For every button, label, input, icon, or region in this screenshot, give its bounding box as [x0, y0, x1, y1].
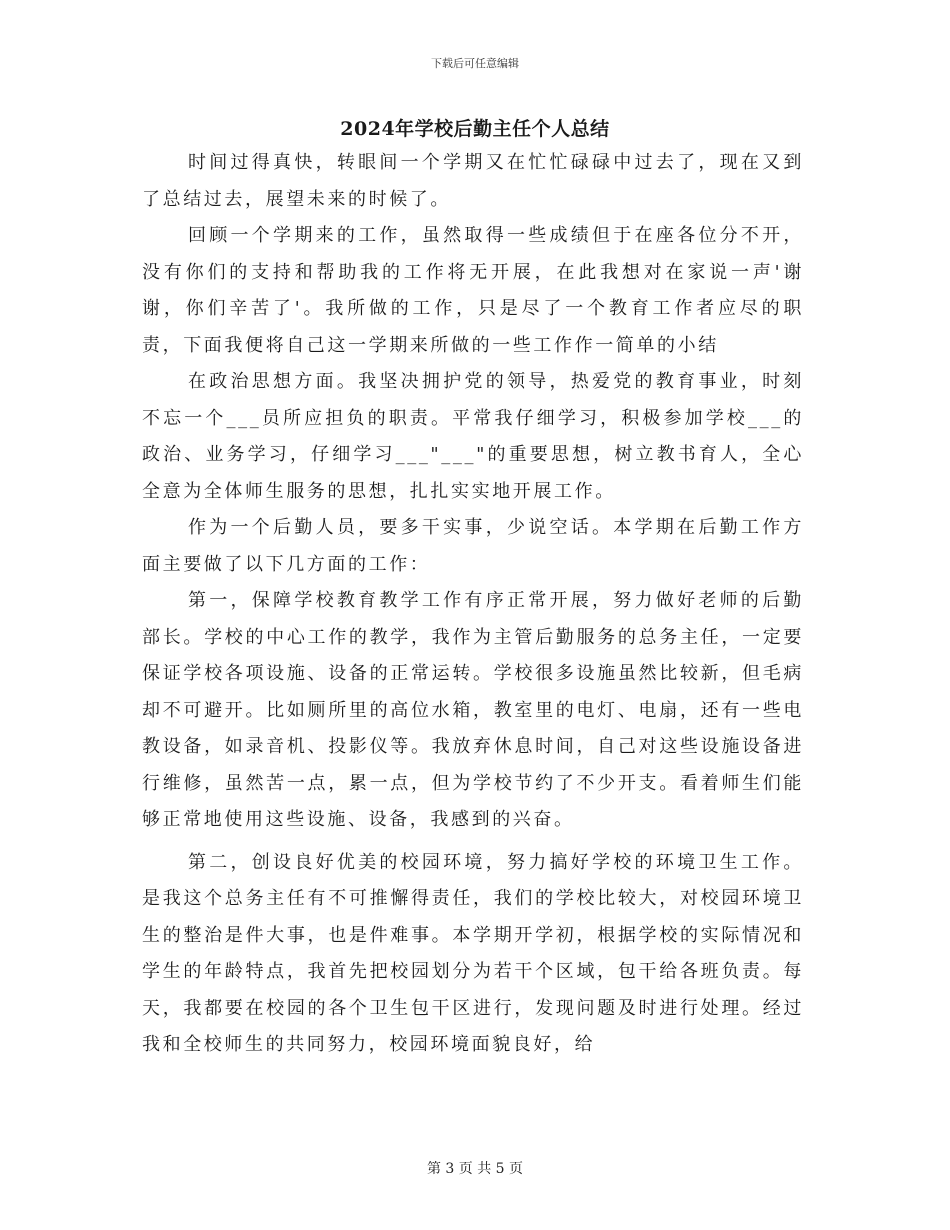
page-header-note: 下载后可任意编辑 — [431, 57, 519, 70]
document-body — [142, 145, 804, 1064]
paragraph-first-point: 第一，保障学校教育教学工作有序正常开展，努力做好老师的后勤部长。学校的中心工作的教学，我作为主管后勤服务的总务主任，一定要保证学校各项设施、设备的正常运转。学校很多设施虽然比较新，但毛病却不可避开。比如厕所里的高位水箱，教室里的电灯、电扇，还有一些电教设备，如录音机、投影仪等。我放弃休息时间，自己对这些设施设备进行维修，虽然苦一点，累一点，但为学校节约了不少开支。看着师生们能够正常地使用这些设施、设备，我感到的兴奋。 — [142, 590, 804, 830]
document-title: 2024年学校后勤主任个人总结 — [340, 118, 610, 140]
paragraph-review: 回顾一个学期来的工作，虽然取得一些成绩但于在座各位分不开，没有你们的支持和帮助我的工作将无开展，在此我想对在家说一声'谢谢，你们辛苦了'。我所做的工作，只是尽了一个教育工作者应尽的职责，下面我便将自己这一学期来所做的一些工作作一简单的小结 — [142, 225, 804, 356]
paragraph-political: 在政治思想方面。我坚决拥护党的领导，热爱党的教育事业，时刻不忘一个___员所应担负的职责。平常我仔细学习，积极参加学校___的政治、业务学习，仔细学习___"___"的重要思想，树立教书育人，全心全意为全体师生服务的思想，扎扎实实地开展工作。 — [142, 371, 804, 502]
paragraph-intro: 时间过得真快，转眼间一个学期又在忙忙碌碌中过去了，现在又到了总结过去，展望未来的时候了。 — [142, 152, 804, 210]
page-footer: 第 3 页 共 5 页 — [426, 1161, 524, 1177]
paragraph-second-point: 第二，创设良好优美的校园环境，努力搞好学校的环境卫生工作。是我这个总务主任有不可推懈得责任，我们的学校比较大，对校园环境卫生的整治是件大事，也是件难事。本学期开学初，根据学校的实际情况和学生的年龄特点，我首先把校园划分为若干个区域，包干给各班负责。每天，我都要在校园的各个卫生包干区进行，发现问题及时进行处理。经过我和全校师生的共同努力，校园环境面貌良好，给 — [142, 851, 804, 1055]
paragraph-logistics: 作为一个后勤人员，要多干实事，少说空话。本学期在后勤工作方面主要做了以下几方面的工作： — [142, 517, 804, 575]
